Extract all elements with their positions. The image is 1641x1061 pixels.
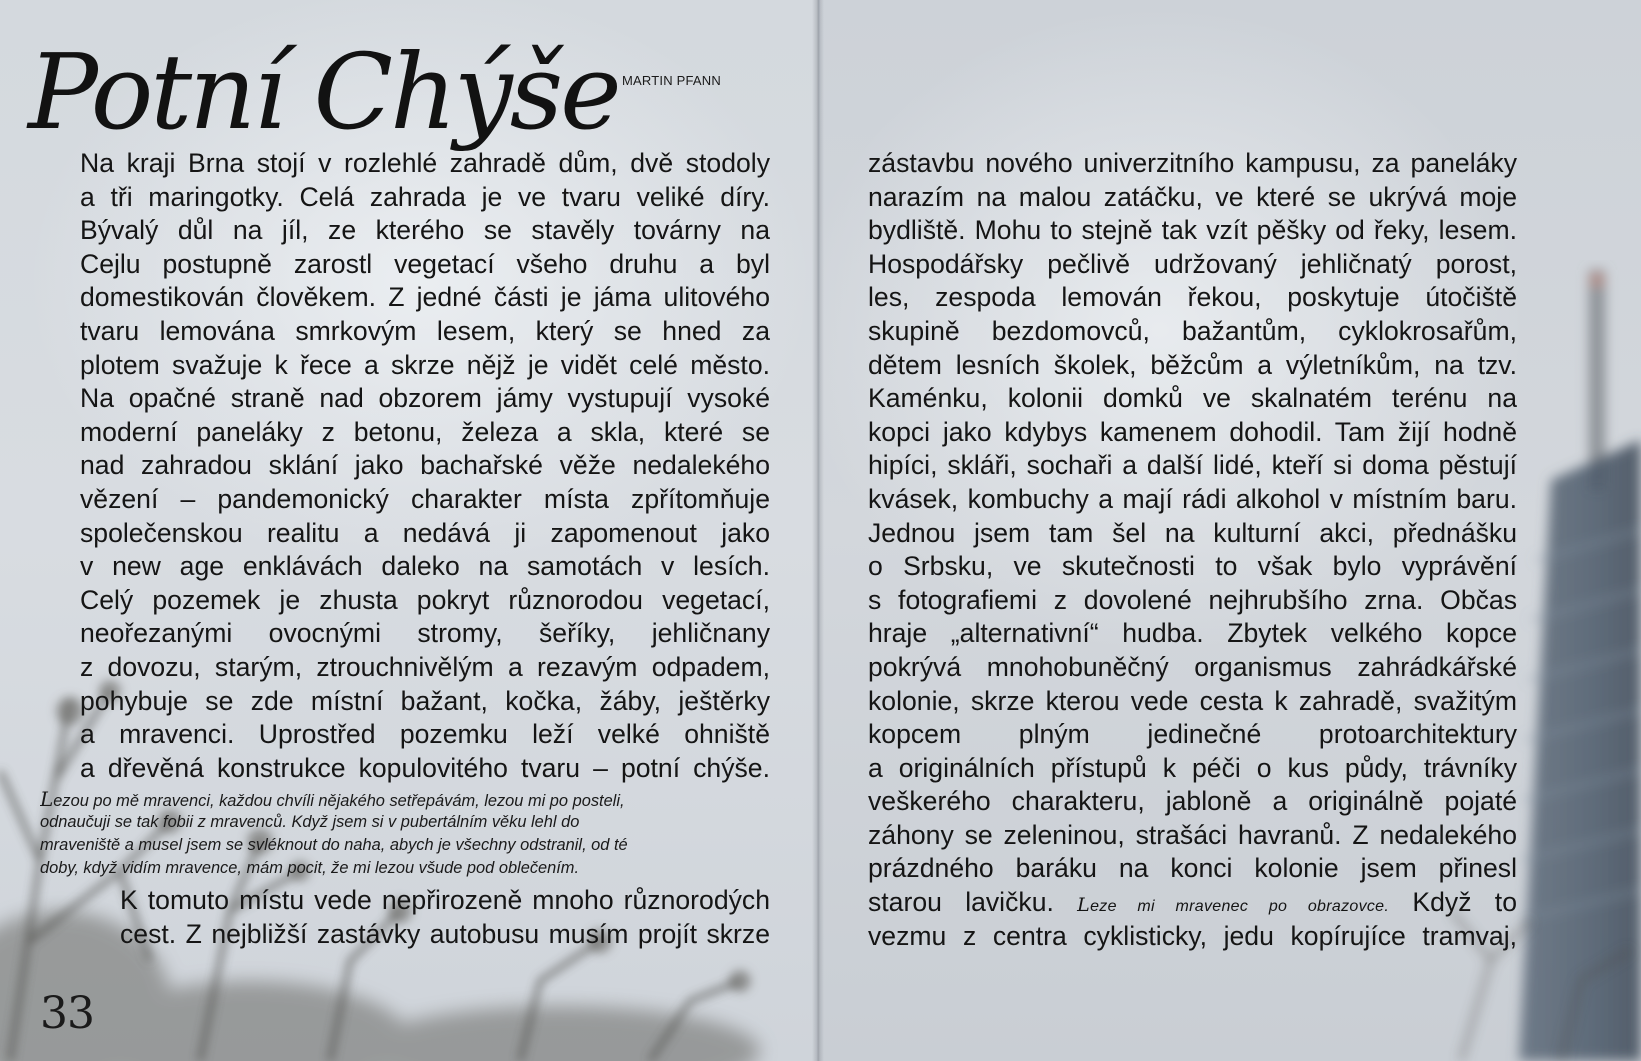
text-line: a dřevěná konstrukce kopulovitého tvaru – potní chýše. (80, 752, 770, 783)
text-line: skupině bezdomovců, bažantům, cyklokrosařům, (868, 315, 1517, 346)
text-line: kolonie, skrze kterou vede cesta k zahradě, svažitým (868, 685, 1517, 716)
left-column-text (80, 147, 770, 785)
text-after-quote: Když to (1412, 887, 1517, 918)
quote-line: mraveniště a musel jsem se svléknout do naha, abych je všechny odstranil, od té (40, 836, 628, 854)
text-line: dětem lesních školek, běžcům a výletníkům, na tzv. (868, 349, 1517, 380)
text-line: bydliště. Mohu to stejně tak vzít pěšky od řeky, lesem. (868, 215, 1517, 246)
text-line: moderní paneláky z betonu, železa a skla, které se (80, 416, 770, 447)
page-number: 33 (40, 988, 94, 1039)
pull-quote (40, 788, 770, 880)
text-line: K tomuto místu vede nepřirozeně mnoho různorodých (120, 885, 770, 915)
inline-quote (1077, 894, 1390, 917)
text-line: s fotografiemi z dovolené nejhrubšího zrna. Občas (868, 584, 1517, 615)
text-line: pohybuje se zde místní bažant, kočka, žáby, ještěrky (80, 685, 770, 716)
text-line: pokrývá mnohobuněčný organismus zahrádkářské (868, 651, 1517, 682)
text-line: Celý pozemek je zhusta pokryt různorodou vegetací, (80, 584, 770, 615)
text-line: záhony se zeleninou, strašáci havranů. Z nedalekého (868, 819, 1517, 850)
text-line: vezmu z centra cyklisticky, jedu kopírujíce tramvaj, (868, 920, 1517, 951)
left-column-continuation (80, 884, 770, 951)
quote-line: doby, když vidím mravence, mám pocit, že mi lezou všude pod oblečením. (40, 859, 580, 877)
text-line: Hospodářsky pečlivě udržovaný jehličnatý porost, (868, 248, 1517, 279)
page-gutter (812, 0, 824, 1061)
text-line: cest. Z nejbližší zastávky autobusu musím projít skrze (120, 918, 770, 949)
text-line: v new age enklávách daleko na samotách v lesích. (80, 551, 770, 582)
text-line-with-quote (868, 886, 1517, 920)
inline-quote-text: eze mi mravenec po obrazovce. (1090, 898, 1390, 916)
text-line: narazím na malou zatáčku, ve které se ukrývá moje (868, 181, 1517, 212)
text-line: Kaménku, kolonii domků ve skalnatém terénu na (868, 383, 1517, 414)
quote-first-line: ezou po mě mravenci, každou chvíli nějakého setřepávám, lezou mi po posteli, (53, 792, 625, 810)
right-page (820, 0, 1641, 1061)
text-line: o Srbsku, ve skutečnosti to však bylo vyprávění (868, 551, 1517, 582)
text-line: hipíci, skláři, sochaři a další lidé, kteří si doma pěstují (868, 450, 1517, 481)
author-name: MARTIN PFANN (622, 73, 721, 88)
text-line: Na kraji Brna stojí v rozlehlé zahradě dům, dvě stodoly (80, 148, 770, 178)
text-line: kopcem plným jedinečné protoarchitektury (868, 719, 1517, 750)
text-line: les, zespoda lemován řekou, poskytuje útočiště (868, 282, 1517, 313)
text-line: prázdného baráku na konci kolonie jsem přinesl (868, 853, 1517, 884)
text-line: z dovozu, starým, ztrouchnivělým a rezavým odpadem, (80, 651, 770, 682)
quote-initial: L (40, 788, 54, 811)
inline-quote-initial: L (1077, 894, 1091, 917)
text-line: hraje „alternativní“ hudba. Zbytek velkého kopce (868, 618, 1517, 649)
right-column-text (868, 147, 1517, 953)
text-line: Na opačné straně nad obzorem jámy vystupují vysoké (80, 383, 770, 414)
article-title: Potní Chýše (28, 31, 619, 153)
text-line: a originálních přístupů k péči o kus půdy, trávníky (868, 752, 1517, 783)
text-line: kopci jako kdybys kamenem dohodil. Tam žijí hodně (868, 416, 1517, 447)
text-line: vězení – pandemonický charakter místa zpřítomňuje (80, 483, 770, 514)
text-line: zástavbu nového univerzitního kampusu, za paneláky (868, 148, 1517, 178)
text-line: nad zahradou sklání jako bachařské věže nedalekého (80, 450, 770, 481)
text-line: a tři maringotky. Celá zahrada je ve tvaru veliké díry. (80, 181, 770, 212)
text-line: domestikován člověkem. Z jedné části je jáma ulitového (80, 282, 770, 313)
text-line: tvaru lemována smrkovým lesem, který se hned za (80, 315, 770, 346)
text-line: Bývalý důl na jíl, ze kterého se stavěly továrny na (80, 215, 770, 246)
text-line: a mravenci. Uprostřed pozemku leží velké ohniště (80, 719, 770, 750)
text-line: kvásek, kombuchy a mají rádi alkohol v místním baru. (868, 483, 1517, 514)
text-line: Cejlu postupně zarostl vegetací všeho druhu a byl (80, 248, 770, 279)
quote-line: odnaučuji se tak fobii z mravenců. Když jsem si v pubertálním věku lehl do (40, 813, 580, 831)
quote-line (40, 788, 770, 811)
text-line: Jednou jsem tam šel na kulturní akci, přednášku (868, 517, 1517, 548)
text-line: veškerého charakteru, jabloně a originálně pojaté (868, 786, 1517, 817)
text-before-quote: starou lavičku. (868, 887, 1054, 918)
text-line: plotem svažuje k řece a skrze nějž je vidět celé město. (80, 349, 770, 380)
text-line: společenskou realitu a nedává ji zapomenout jako (80, 517, 770, 548)
left-page (0, 0, 818, 1061)
text-line: neořezanými ovocnými stromy, šeříky, jehličnany (80, 618, 770, 649)
